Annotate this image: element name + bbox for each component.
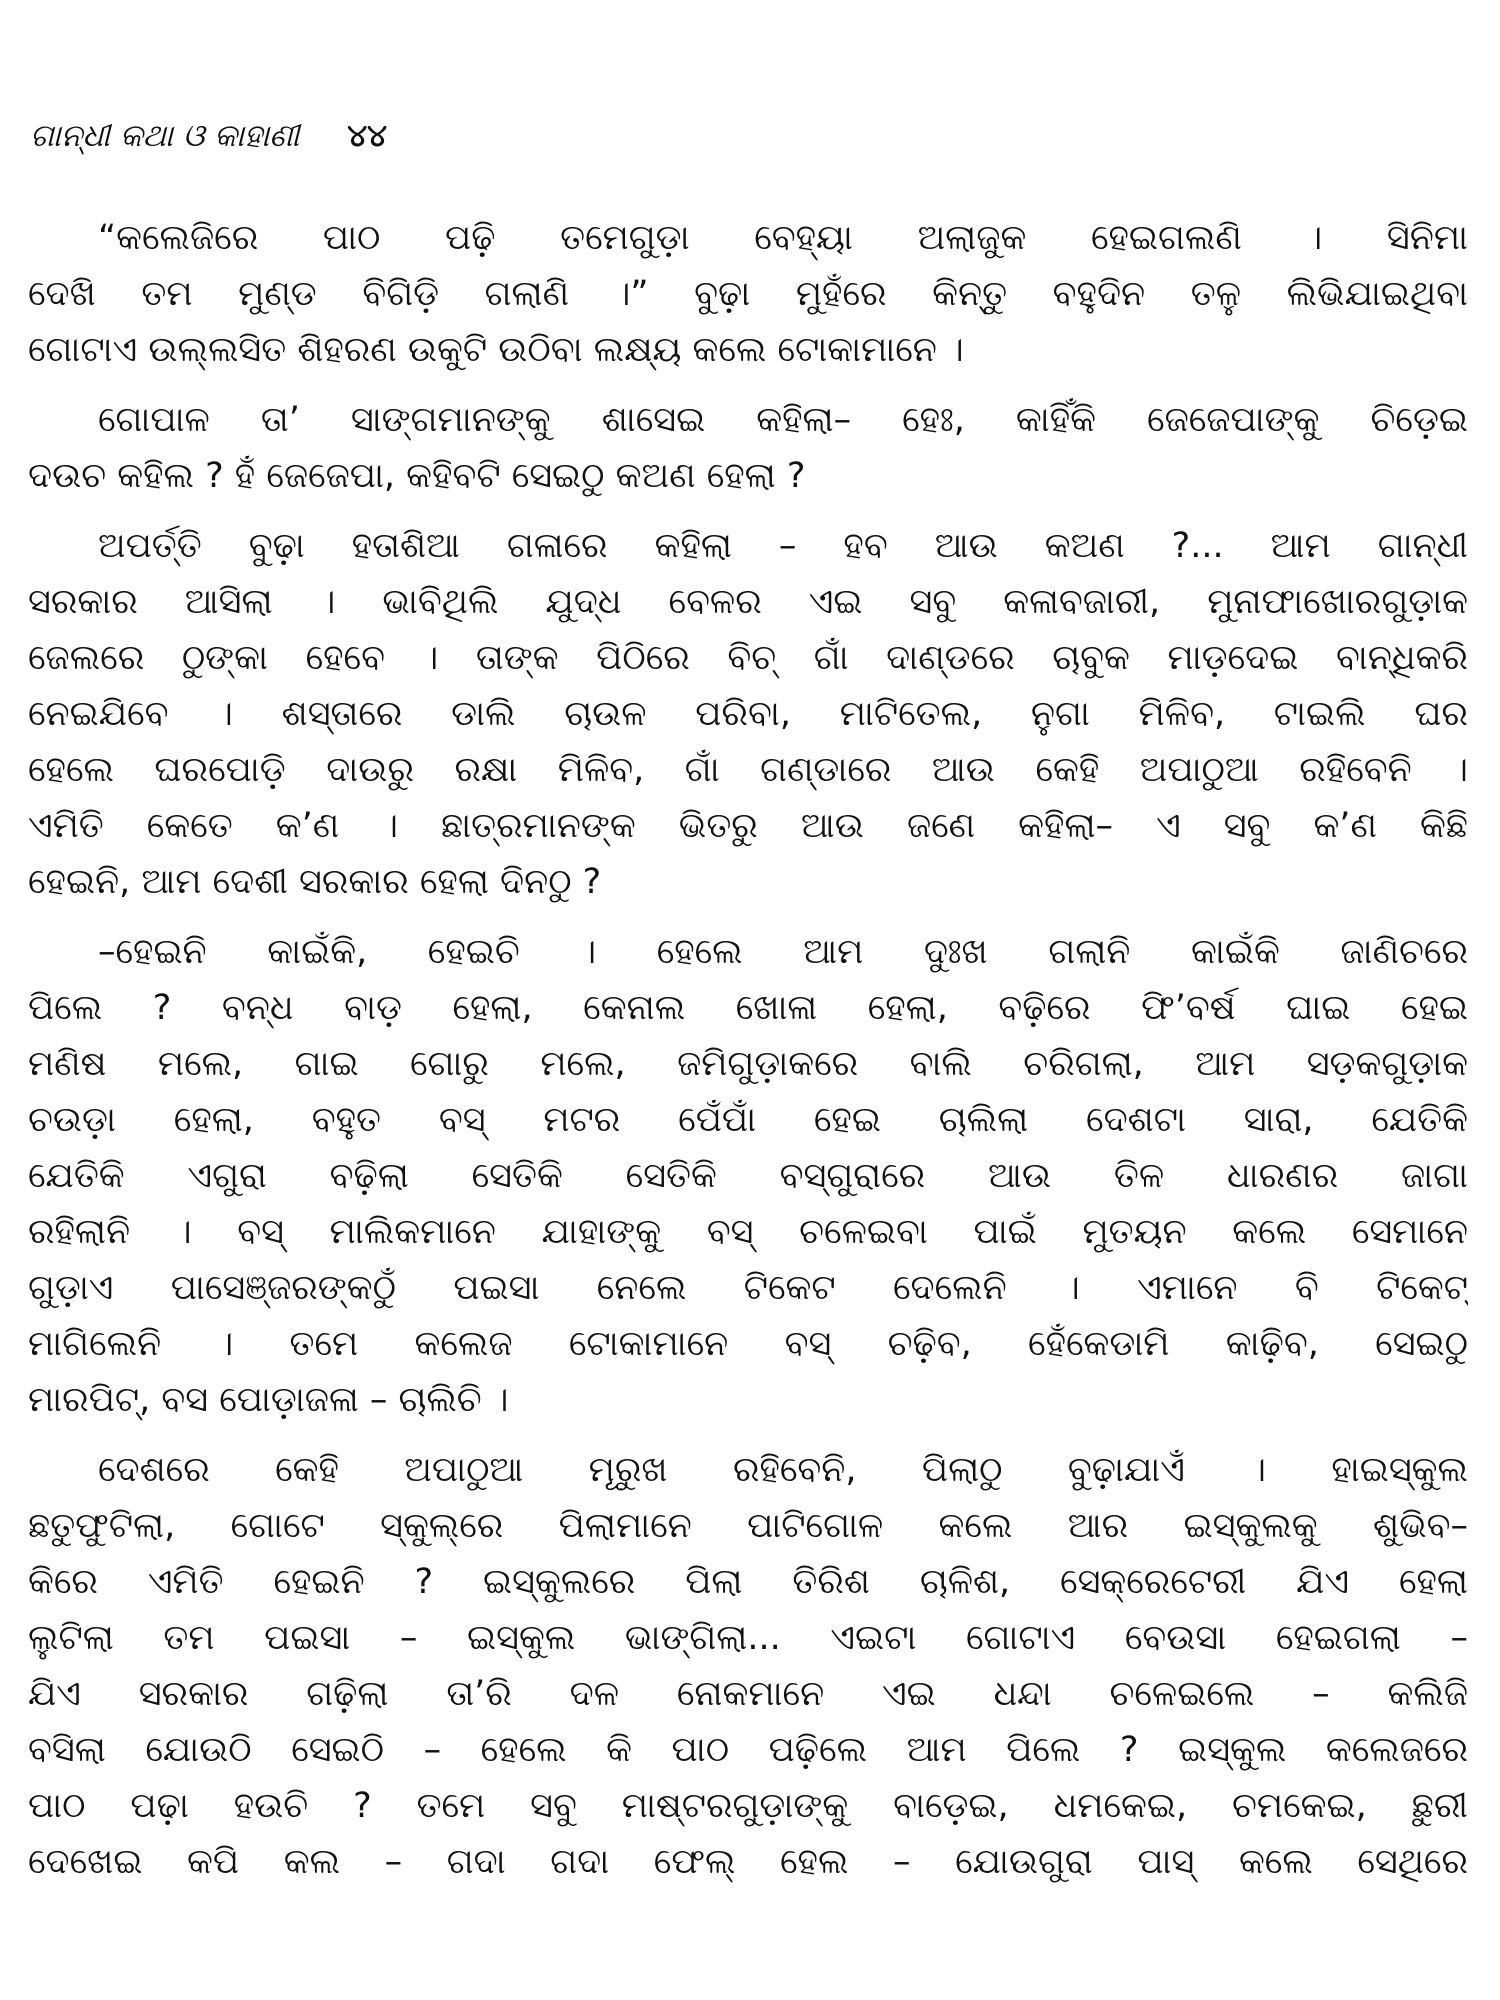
text-line: ଅପର୍ତ୍ତି ବୁଢ଼ା ହତାଶିଆ ଗଳାରେ କହିଲା – ହବ ଆଉ କଅଣ ?... ଆମ ଗାନ୍ଧୀ: [98, 526, 1468, 566]
text-line: ନେଇଯିବେ । ଶସ୍ତାରେ ଡାଲି ଚାଉଳ ପରିବା, ମାଟିତେଲ, ନୁଗା ମିଳିବ, ଟାଇଲି ଘର: [28, 694, 1468, 734]
text-line: ସରକାର ଆସିଲା । ଭାବିଥିଲି ଯୁଦ୍ଧ ବେଳର ଏଇ ସବୁ କଳାବଜାରୀ, ମୁନାଫାଖୋରଗୁଡ଼ାକ: [28, 582, 1468, 622]
paragraph: [28, 210, 1468, 378]
text-line: ଛତୁଫୁଟିଲା, ଗୋଟେ ସ୍କୁଲ୍‌ରେ ପିଲାମାନେ ପାଟିଗୋଳ କଲେ ଆର ଇସ୍କୁଲକୁ ଶୁଭିବ–: [28, 1506, 1468, 1546]
text-line: ହେଇନି, ଆମ ଦେଶୀ ସରକାର ହେଲା ଦିନଠୁ ?: [28, 862, 602, 902]
text-line: ଏମିତି କେତେ କ’ଣ । ଛାତ୍ରମାନଙ୍କ ଭିତରୁ ଆଉ ଜଣେ କହିଲା– ଏ ସବୁ କ’ଣ କିଛି: [28, 806, 1468, 846]
text-line: କିରେ ଏମିତି ହେଇନି ? ଇସ୍କୁଲରେ ପିଲା ତିରିଶ ଚାଳିଶ, ସେକ୍ରେଟେରୀ ଯିଏ ହେଲା: [28, 1562, 1468, 1602]
text-line: ଦେଖି ତମ ମୁଣ୍ଡ ବିଗିଡ଼ି ଗଲାଣି ।” ବୁଢ଼ା ମୁହଁରେ କିନ୍ତୁ ବହୁଦିନ ତଳୁ ଲିଭିଯାଇଥିବା: [28, 274, 1468, 314]
text-line: ପାଠ ପଢ଼ା ହଉଚି ? ତମେ ସବୁ ମାଷ୍ଟରଗୁଡ଼ାଙ୍କୁ ବାଡ଼େଇ, ଧମକେଇ, ଚମକେଇ, ଛୁରୀ: [28, 1786, 1468, 1826]
body-text: [28, 210, 1468, 1904]
text-line: ଦେଖେଇ କପି କଲ – ଗଦା ଗଦା ଫେଲ୍ ହେଲ – ଯୋଉଗୁରା ପାସ୍ କଲେ ସେଥିରେ: [28, 1842, 1468, 1882]
text-line: ଗୁଡ଼ାଏ ପାସେଞ୍ଜରଙ୍କଠୁଁ ପଇସା ନେଲେ ଟିକେଟ ଦେଲେନି । ଏମାନେ ବି ଟିକେଟ୍: [28, 1268, 1468, 1308]
text-line: ହେଲେ ଘରପୋଡ଼ି ଦାଉରୁ ରକ୍ଷା ମିଳିବ, ଗାଁ ଗଣ୍ଡାରେ ଆଉ କେହି ଅପାଠୁଆ ରହିବେନି ।: [28, 750, 1468, 790]
text-line: ଯେତିକି ଏଗୁରା ବଢ଼ିଲା ସେତିକି ସେତିକି ବସ୍‌ଗୁରାରେ ଆଉ ତିଳ ଧାରଣର ଜାଗା: [28, 1156, 1468, 1196]
running-head: [30, 118, 387, 155]
text-line: ଯିଏ ସରକାର ଗଢ଼ିଲା ତା’ରି ଦଳ ନୋକମାନେ ଏଇ ଧନ୍ଦା ଚଳେଇଲେ – କଲିଜି: [28, 1674, 1468, 1714]
text-line: ମଣିଷ ମଲେ, ଗାଇ ଗୋରୁ ମଲେ, ଜମିଗୁଡ଼ାକରେ ବାଲି ଚରିଗଲା, ଆମ ସଡ଼କଗୁଡ଼ାକ: [28, 1044, 1468, 1084]
text-line: –ହେଇନି କାଇଁକି, ହେଇଚି । ହେଲେ ଆମ ଦୁଃଖ ଗଲାନି କାଇଁକି ଜାଣିଚରେ: [98, 932, 1468, 972]
text-line: ମାଗିଲେନି । ତମେ କଲେଜ ଟୋକାମାନେ ବସ୍ ଚଢ଼ିବ, ହେଁକେଡାମି କାଢ଼ିବ, ସେଇଠୁ: [28, 1324, 1468, 1364]
text-line: ଦେଶରେ କେହି ଅପାଠୁଆ ମୂରୁଖ ରହିବେନି, ପିଲାଠୁ ବୁଢ଼ାଯାଏଁ । ହାଇସ୍କୁଲ: [98, 1450, 1468, 1490]
text-line: ରହିଲାନି । ବସ୍ ମାଲିକମାନେ ଯାହାଙ୍କୁ ବସ୍ ଚଳେଇବା ପାଇଁ ମୁତୟନ କଲେ ସେମାନେ: [28, 1212, 1468, 1252]
text-line: ମାରପିଟ୍, ବସ ପୋଡ଼ାଜଳା – ଚାଲିଚି ।: [28, 1380, 509, 1420]
paragraph: [28, 924, 1468, 1428]
text-line: ଚଉଡ଼ା ହେଲା, ବହୁତ ବସ୍ ମଟର ପେଁପାଁ ହେଇ ଚାଲିଲା ଦେଶଟା ସାରା, ଯେତିକି: [28, 1100, 1468, 1140]
text-line: ପିଲେ ? ବନ୍ଧ ବାଡ଼ ହେଲା, କେନାଲ ଖୋଳା ହେଲା, ବଢ଼ିରେ ଫି’ବର୍ଷ ଘାଇ ହେଇ: [28, 988, 1468, 1028]
paragraph: [28, 518, 1468, 910]
page-number: ୪୪: [347, 118, 387, 154]
text-line: ଜେଲରେ ଠୁଙ୍କା ହେବେ । ତାଙ୍କ ପିଠିରେ ବିଚ୍ ଗାଁ ଦାଣ୍ଡରେ ଚାବୁକ ମାଡ଼ଦେଇ ବାନ୍ଧିକରି: [28, 638, 1468, 678]
paragraph: [28, 1442, 1468, 1890]
text-line: ବସିଲା ଯୋଉଠି ସେଇଠି – ହେଲେ କି ପାଠ ପଢ଼ିଲେ ଆମ ପିଲେ ? ଇସ୍କୁଲ କଲେଜରେ: [28, 1730, 1468, 1770]
paragraph: [28, 392, 1468, 504]
book-title: ଗାନ୍ଧୀ କଥା ଓ କାହାଣୀ: [30, 118, 300, 154]
text-line: ଲୁଟିଲା ତମ ପଇସା – ଇସ୍କୁଲ ଭାଙ୍ଗିଲା... ଏଇଟା ଗୋଟାଏ ବେଉସା ହେଇଗଲା –: [28, 1618, 1468, 1658]
text-line: ଗୋପାଳ ତା’ ସାଙ୍ଗମାନଙ୍କୁ ଶାସେଇ କହିଲା– ହେଃ, କାହିଁକି ଜେଜେପାଙ୍କୁ ଚିଡ଼େଇ: [98, 400, 1468, 440]
text-line: “କଲେଜିରେ ପାଠ ପଢ଼ି ତମେଗୁଡ଼ା ବେହ୍ୟା ଅଲାଜୁକ ହେଇଗଲଣି । ସିନିମା: [98, 218, 1468, 258]
text-line: ଗୋଟାଏ ଉଲ୍ଲସିତ ଶିହରଣ ଉକୁଟି ଉଠିବା ଲକ୍ଷ୍ୟ କଲେ ଟୋକାମାନେ ।: [28, 330, 964, 370]
text-line: ଦଉଚ କହିଲ ? ହଁ ଜେଜେପା, କହିବଟି ସେଇଠୁ କଅଣ ହେଲା ?: [28, 456, 806, 496]
